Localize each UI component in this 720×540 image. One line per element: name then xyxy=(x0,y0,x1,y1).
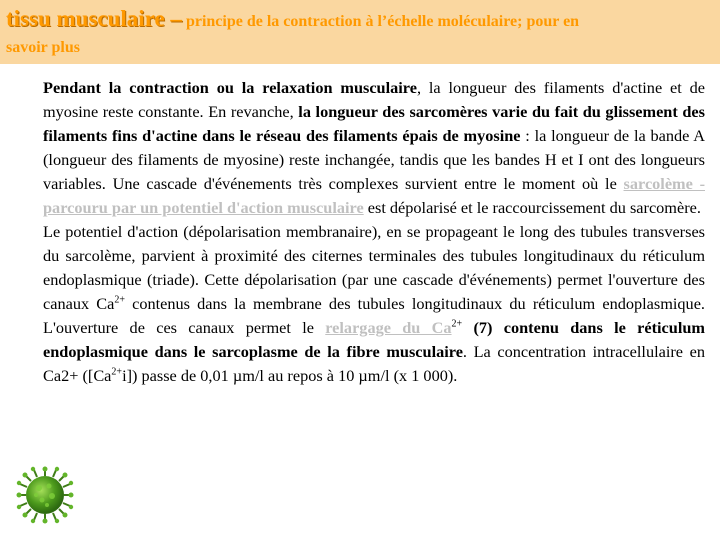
text: , la longueur des filaments d'actine et de myosine reste constante. En revanche, xyxy=(43,78,705,121)
content-body xyxy=(43,76,705,388)
paragraph-contraction xyxy=(43,76,705,220)
text: est dépolarisé et le raccourcissement du sarcomère. xyxy=(363,198,701,217)
page-title xyxy=(6,6,579,32)
superscript: 2+ xyxy=(114,294,125,306)
bold-text: la longueur des sarcomères varie du fait du glissement des filaments fins d'actine dans le réseau des filaments épais de myosine xyxy=(43,102,705,145)
title-main: tissu musculaire – xyxy=(6,6,182,31)
superscript: 2+ xyxy=(111,366,123,378)
text: : la longueur de la bande A (longueur des filaments de myosine) reste inchangée, tandis que les bandes H et I ont des longueurs variables. Une cascade d'événements très complexes survient entre le moment où le xyxy=(43,126,705,193)
text: . La concentration intracellulaire en Ca2+ ([Ca xyxy=(43,342,705,385)
bold-text: (7) contenu dans le réticulum endoplasmique dans le sarcoplasme de la fibre musculaire xyxy=(43,318,705,361)
bold-text: Pendant la contraction ou la relaxation musculaire xyxy=(43,78,417,97)
paragraph-action-potential xyxy=(43,220,705,388)
title-band xyxy=(0,0,720,64)
text: contenus dans la membrane des tubules longitudinaux du réticulum endoplasmique. L'ouverture de ces canaux permet le xyxy=(43,294,705,337)
text: i]) passe de 0,01 µm/l au repos à 10 µm/l (x 1 000). xyxy=(122,366,458,385)
virus-icon[interactable] xyxy=(16,466,74,524)
title-subtitle-line2: savoir plus xyxy=(6,39,80,56)
text: Le potentiel d'action (dépolarisation membranaire), en se propageant le long des tubules transverses du sarcolème, parvient à proximité des citernes terminales des tubules longitudinaux du réticulum endoplasmique (triade). Cette dépolarisation (par une cascade d'événements) permet l'ouverture des canaux Ca xyxy=(43,222,705,313)
calcium-release-link[interactable]: relargage du Ca xyxy=(325,318,452,337)
title-subtitle: principe de la contraction à l’échelle moléculaire; pour en xyxy=(181,13,580,30)
sarcolemme-link[interactable]: sarcolème - parcouru par un potentiel d'action musculaire xyxy=(43,174,705,217)
superscript: 2+ xyxy=(451,318,463,330)
